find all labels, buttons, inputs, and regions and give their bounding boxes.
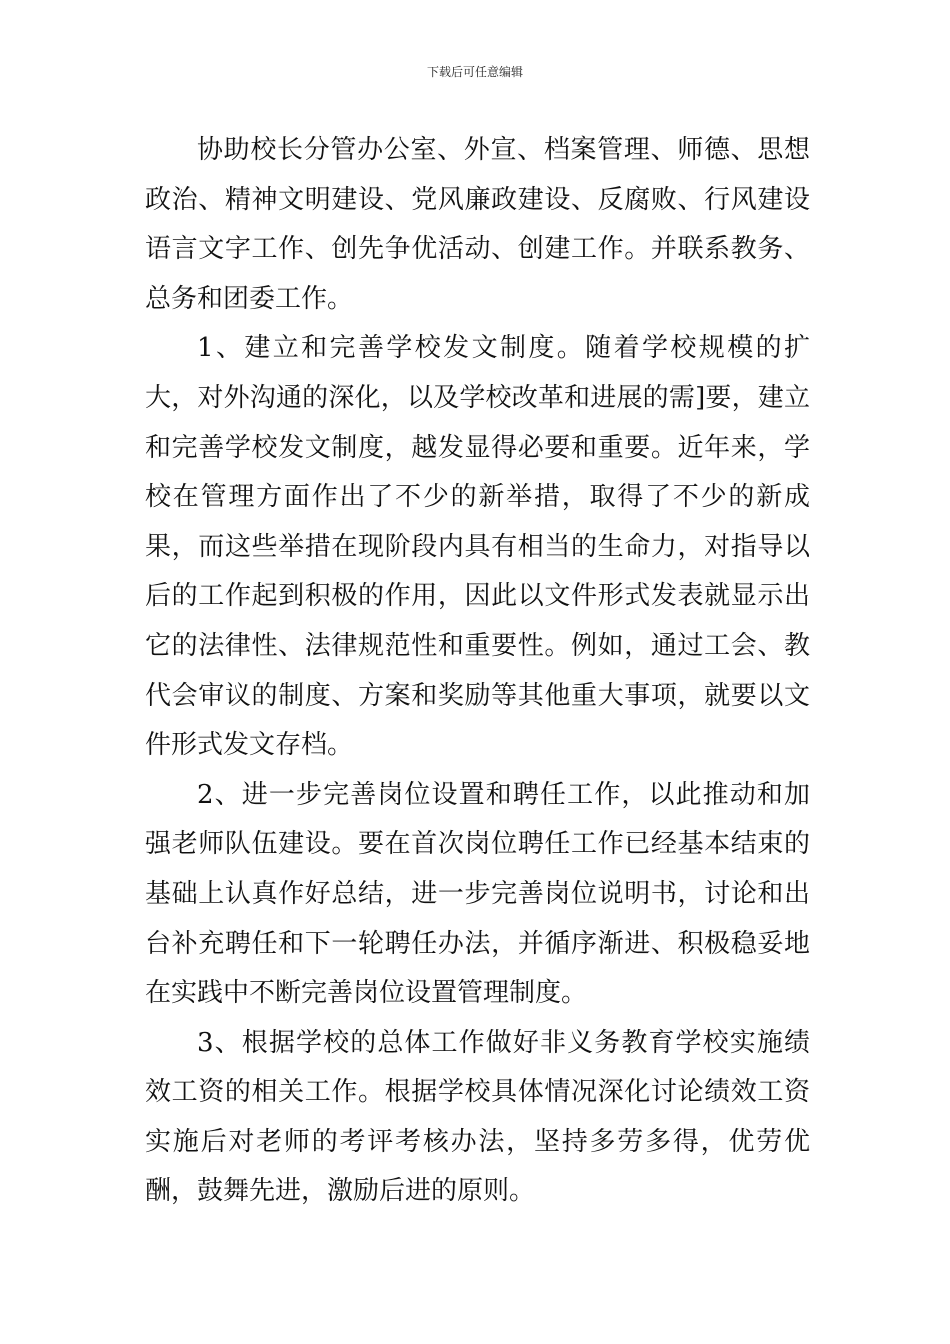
paragraph-intro: 协助校长分管办公室、外宣、档案管理、师德、思想政治、精神文明建设、党风廉政建设、反腐败、行风建设语言文字工作、创先争优活动、创建工作。并联系教务、总务和团委工作。 [145,135,810,314]
paragraph-item-2: 2、进一步完善岗位设置和聘任工作，以此推动和加强老师队伍建设。要在首次岗位聘任工作已经基本结束的基础上认真作好总结，进一步完善岗位说明书，讨论和出台补充聘任和下一轮聘任办法，并循序渐进、积极稳妥地在实践中不断完善岗位设置管理制度。 [145,779,810,1009]
page-header-note: 下载后可任意编辑 [426,65,523,79]
document-body [145,126,810,1217]
paragraph-item-1: 1、建立和完善学校发文制度。随着学校规模的扩大，对外沟通的深化，以及学校改革和进展的需]要，建立和完善学校发文制度，越发显得必要和重要。近年来，学校在管理方面作出了不少的新举措，取得了不少的新成果，而这些举措在现阶段内具有相当的生命力，对指导以后的工作起到积极的作用，因此以文件形式发表就显示出它的法律性、法律规范性和重要性。例如，通过工会、教代会审议的制度、方案和奖励等其他重大事项，就要以文件形式发文存档。 [145,333,810,761]
paragraph-item-3: 3、根据学校的总体工作做好非义务教育学校实施绩效工资的相关工作。根据学校具体情况深化讨论绩效工资实施后对老师的考评考核办法，坚持多劳多得，优劳优酬，鼓舞先进，激励后进的原则。 [145,1027,810,1207]
